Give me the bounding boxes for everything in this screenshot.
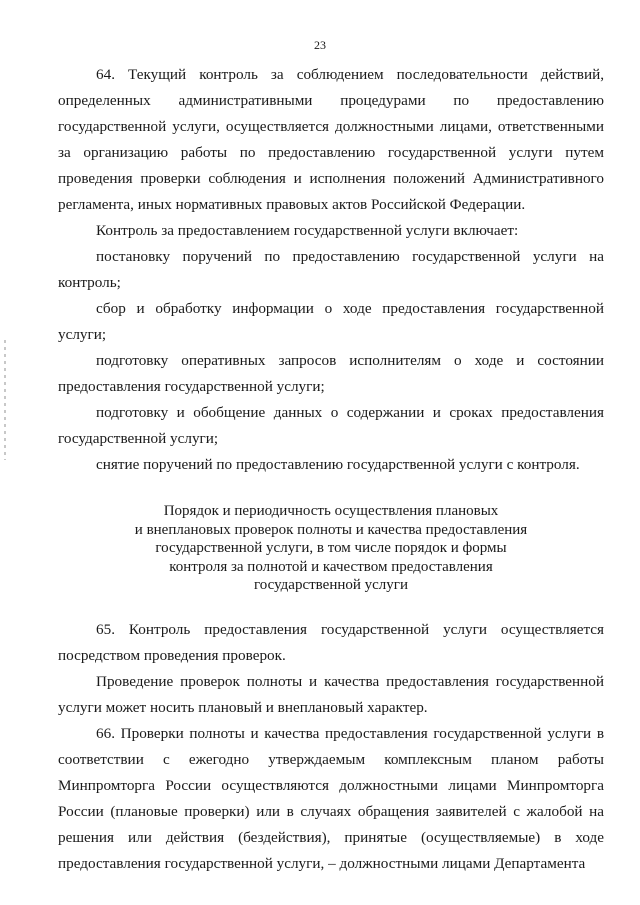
section-heading-line: государственной услуги, в том числе порядок и формы [155, 540, 507, 556]
list-item-requests: подготовку оперативных запросов исполнителям о ходе и состоянии предоставления государственной услуги; [58, 352, 604, 395]
section-heading-line: и внеплановых проверок полноты и качества предоставления [134, 521, 528, 538]
paragraph-66: 66. Проверки полноты и качества предоставления государственной услуги в соответствии с ежегодно утверждаемым комплексным планом работы Минпромторга России осуществляются должностными лицами Минпромторга России (плановые проверки) или в случаях обращения заявителей с жалобой на решения или действия (бездействия), принятые (осуществляемые) в ходе предоставления государственной услуги, – должностными лицами Департамента [58, 724, 604, 872]
paragraph-64: 64. Текущий контроль за соблюдением последовательности действий, определенных административными процедурами по предоставлению государственной услуги, осуществляется должностными лицами, ответственными за организацию работы по предоставлению государственной услуги путем проведения проверки соблюдения и исполнения положений Административного регламента, иных нормативных правовых актов Российской Федерации. [58, 66, 604, 213]
section-heading-line: Порядок и периодичность осуществления плановых [163, 503, 499, 519]
section-heading-line: государственной услуги [254, 577, 408, 593]
paragraph-inspections-type: Проведение проверок полноты и качества предоставления государственной услуги может носить плановый и внеплановый характер. [58, 672, 604, 716]
section-heading [58, 502, 604, 595]
paragraph-65: 65. Контроль предоставления государственной услуги осуществляется посредством проведения проверок. [58, 620, 604, 664]
paragraph-control-includes: Контроль за предоставлением государственной услуги включает: [96, 222, 519, 239]
list-item-collection: сбор и обработку информации о ходе предоставления государственной услуги; [58, 300, 604, 343]
list-item-summary: подготовку и обобщение данных о содержании и сроках предоставления государственной услуги; [58, 404, 604, 447]
page-number: 23 [314, 38, 326, 52]
document-body [58, 62, 604, 877]
scan-margin-mark [4, 340, 6, 460]
section-heading-line: контроля за полнотой и качеством предоставления [169, 558, 493, 575]
list-item-removal: снятие поручений по предоставлению государственной услуги с контроля. [96, 456, 580, 473]
list-item-assignments: постановку поручений по предоставлению государственной услуги на контроль; [58, 248, 604, 291]
